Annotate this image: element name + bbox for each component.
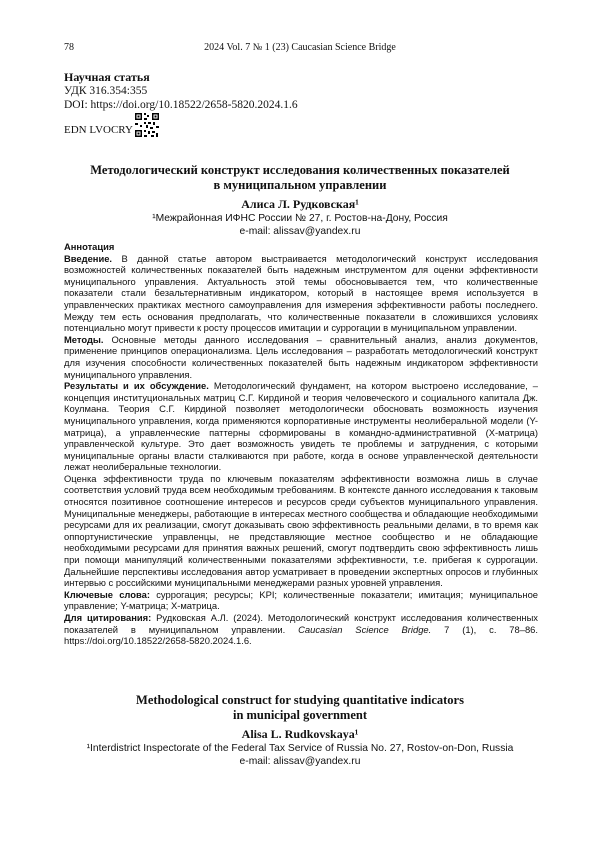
author-email[interactable]: e-mail: alissav@yandex.ru	[239, 226, 361, 237]
section-label: Методы.	[64, 333, 104, 345]
abstract-introduction	[64, 253, 538, 334]
title-line: Methodological construct for studying quantitative indicators	[136, 693, 464, 707]
citation	[64, 612, 538, 647]
affiliation-line: ¹Межрайонная ИФНС России № 27, г. Ростов-на-Дону, Россия	[152, 213, 448, 224]
qr-code-icon	[134, 112, 160, 138]
udc-code: УДК 316.354:355	[64, 85, 148, 97]
affiliation-en	[64, 742, 536, 768]
section-text: В данной статье автором выстраивается методологический конструкт исследования возможностей количественных показателей быть надежным инструментом для оценки эффективности муниципального управления. Актуальность этой темы обосновывается тем, что количественные показатели стали безальтернативным индикатором, который в настоящее время используется в управленческих практиках местного самоуправления для измерения эффективности работы последнего. Между тем есть основания предполагать, что количественные показатели в сложившихся условиях потенциально могут привести к росту процессов имитации и суррогации в муниципальном управлении.	[64, 252, 538, 334]
section-label: Ключевые слова:	[64, 588, 150, 600]
abstract-heading: Аннотация	[64, 241, 115, 252]
page-number: 78	[64, 42, 74, 53]
abstract-methods	[64, 334, 538, 380]
article-type: Научная статья	[64, 70, 150, 84]
affiliation-line: ¹Interdistrict Inspectorate of the Federal Tax Service of Russia No. 27, Rostov-on-Don, Russia	[86, 743, 514, 754]
title-line: Методологический конструкт исследования количественных показателей	[90, 163, 510, 177]
section-text: Рудковская А.Л. (2024). Методологический конструкт исследования количественных показателей в муниципальном управлении.	[64, 612, 538, 635]
abstract-paragraph: Оценка эффективности труда по ключевым показателям эффективности возможна лишь в случае соответствия условий труда всем необходимым требованиям. В контексте данного исследования к таковым относятся позитивное соотношение интересов и ресурсов среди субъектов муниципального управления. Муниципальные менеджеры, работающие в интересах местного сообщества и обладающие необходимыми ресурсами для их реализации, смогут доказывать свою эффективность реальными делами, в то время как оппортунистические управленцы, не представляющие местное сообщество и не обладающие необходимыми ресурсами для принятия важных решений, смогут подтвердить свою эффективность лишь при помощи манипуляций количественными показателями эффективности, т.е. прибегая к суррогации. Дальнейшие перспективы исследования автор усматривает в проведении экспертных опросов и глубинных интервью с российскими муниципальными менеджерами разных уровней управления.	[64, 472, 538, 589]
edn-code: EDN LVOCRY	[64, 124, 133, 136]
section-label: Результаты и их обсуждение.	[64, 380, 209, 392]
author-email[interactable]: e-mail: alissav@yandex.ru	[239, 756, 361, 767]
article-meta	[64, 70, 298, 112]
section-label: Введение.	[64, 252, 113, 264]
author-name-ru: Алиса Л. Рудковская¹	[241, 197, 359, 211]
title-line: в муниципальном управлении	[213, 178, 387, 192]
section-text: Основные методы данного исследования – сравнительный анализ, анализ документов, применение принципов операционализма. Цель исследования – разработать методологический конструкт для изучения способности количественных показателей быть надежным индикатором эффективности муниципального управления.	[64, 333, 538, 380]
keywords	[64, 589, 538, 612]
title-line: in municipal government	[232, 708, 368, 722]
section-label: Для цитирования:	[64, 612, 152, 623]
doi-link[interactable]: DOI: https://doi.org/10.18522/2658-5820.2024.1.6	[64, 99, 298, 111]
citation-tail: 7 (1), с. 78–86. https://doi.org/10.18522/2658-5820.2024.1.6.	[64, 623, 538, 647]
abstract	[64, 241, 538, 647]
citation-journal: Caucasian Science Bridge.	[298, 623, 432, 635]
article-title-ru	[64, 163, 536, 193]
article-title-en	[64, 693, 536, 723]
section-text: суррогация; ресурсы; KPI; количественные показатели; имитация; муниципальное управление; Y-матрица; X-матрица.	[64, 588, 538, 612]
affiliation-ru	[64, 212, 536, 238]
author-name-en: Alisa L. Rudkovskaya¹	[241, 727, 359, 741]
section-text: Методологический фундамент, на котором выстроено исследование, – концепция институциональных матриц С.Г. Кирдиной и теория человеческого и социального капитала Дж. Коулмана. Теория С.Г. Кирдиной позволяет методологически обосновать возможность изучения муниципального управления, когда применяются корпоративные инструменты неолиберальной модели (Y-матрица), а управленческие паттерны сформированы в командно-административной (X-матрица) управленческой культуре. Это дает возможность увидеть те проблемы и затруднения, с которыми муниципальные органы власти сталкиваются при работе, когда в основе управленческой деятельности лежат неолиберальные технологии.	[64, 380, 538, 473]
abstract-results	[64, 380, 538, 473]
journal-issue: 2024 Vol. 7 № 1 (23) Caucasian Science Bridge	[204, 42, 396, 53]
